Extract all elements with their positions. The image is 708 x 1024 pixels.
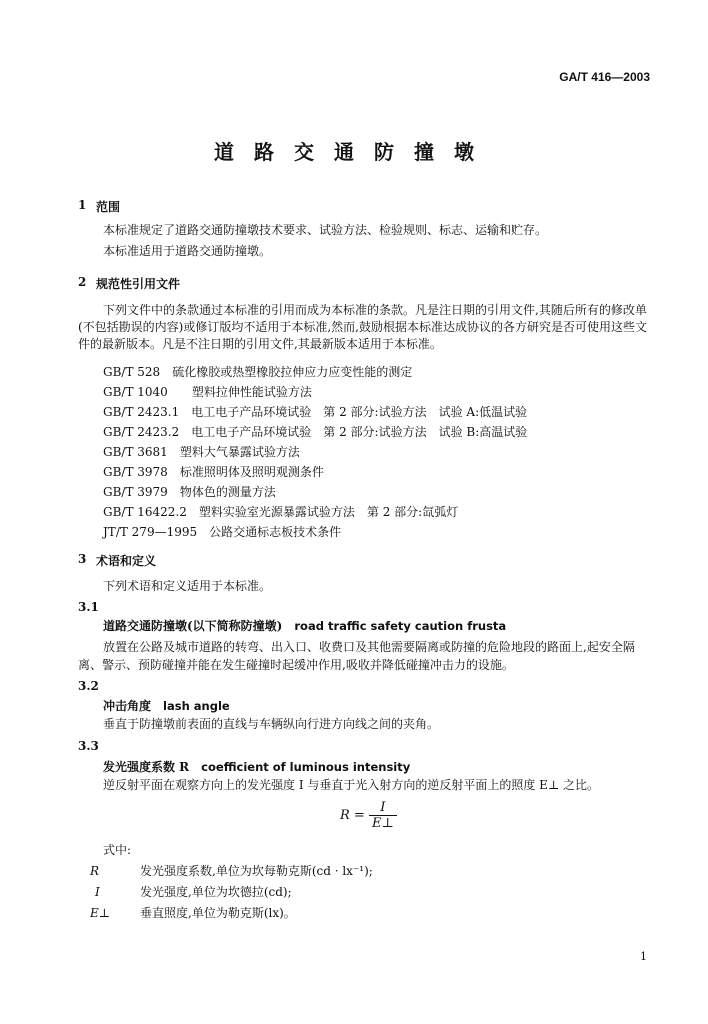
- reference-item: [103, 524, 527, 544]
- reference-item: [103, 444, 527, 464]
- term-3-2-definition: 垂直于防撞墩前表面的直线与车辆纵向行进方向线之间的夹角。: [103, 717, 440, 731]
- formula: [340, 800, 397, 831]
- reference-item: [103, 424, 527, 444]
- standard-number: GA/T 416—2003: [559, 70, 650, 84]
- term-3-3-title: [103, 758, 410, 775]
- section-2-heading: 规范性引用文件: [96, 277, 181, 291]
- where-label: 式中:: [103, 843, 132, 857]
- reference-title: 塑料大气暴露试验方法: [179, 445, 300, 459]
- term-3-2-number: 3.2: [78, 679, 99, 693]
- symbol-i: I: [95, 885, 100, 899]
- page-number: 1: [640, 950, 647, 963]
- section-3-number: 3: [78, 552, 87, 566]
- term-3-1-definition: 放置在公路及城市道路的转弯、出入口、收费口及其他需要隔离或防撞的危险地段的路面上,起安全隔离、警示、预防碰撞并能在发生碰撞时起缓冲作用,吸收并降低碰撞冲击力的设施。: [78, 640, 635, 672]
- reference-item: [103, 464, 527, 484]
- reference-title: 公路交通标志板技术条件: [209, 525, 342, 539]
- section-1-number: 1: [78, 198, 87, 212]
- symbol-e: E⊥: [90, 906, 111, 920]
- reference-code: JT/T 279—1995: [103, 525, 198, 539]
- reference-code: GB/T 16422.2: [103, 505, 187, 519]
- section-1-para-1: 本标准规定了道路交通防撞墩技术要求、试验方法、检验规则、标志、运输和贮存。: [103, 223, 548, 237]
- reference-title: 标准照明体及照明观测条件: [179, 465, 324, 479]
- reference-code: GB/T 1040: [103, 385, 168, 399]
- reference-title: 电工电子产品环境试验 第 2 部分:试验方法 试验 A:低温试验: [191, 405, 528, 419]
- reference-title: 电工电子产品环境试验 第 2 部分:试验方法 试验 B:高温试验: [191, 425, 528, 439]
- reference-item: [103, 484, 527, 504]
- symbol-r-desc: 发光强度系数,单位为坎每勒克斯(cd · lx⁻¹);: [140, 864, 373, 878]
- formula-numerator: I: [369, 800, 397, 816]
- reference-title: 塑料拉伸性能试验方法: [191, 385, 312, 399]
- reference-code: GB/T 3978: [103, 465, 168, 479]
- reference-code: GB/T 2423.1: [103, 405, 180, 419]
- term-cn: 发光强度系数 R: [103, 760, 190, 774]
- symbol-r: R: [90, 864, 100, 878]
- term-en: road traffic safety caution frusta: [294, 619, 507, 633]
- reference-code: GB/T 528: [103, 365, 161, 379]
- term-cn: 冲击角度: [103, 699, 152, 713]
- term-3-3-number: 3.3: [78, 739, 99, 753]
- term-en: coefficient of luminous intensity: [201, 760, 411, 774]
- reference-code: GB/T 2423.2: [103, 425, 180, 439]
- reference-item: [103, 404, 527, 424]
- reference-item: [103, 364, 527, 384]
- formula-fraction: [369, 800, 397, 831]
- term-3-1-number: 3.1: [78, 600, 99, 614]
- document-title: 道路交通防撞墩: [214, 140, 494, 164]
- reference-list: [103, 364, 527, 544]
- reference-code: GB/T 3979: [103, 485, 168, 499]
- symbol-e-desc: 垂直照度,单位为勒克斯(lx)。: [140, 906, 296, 920]
- section-3-heading: 术语和定义: [96, 554, 157, 568]
- term-3-2-title: [103, 697, 230, 714]
- section-2-number: 2: [78, 275, 87, 289]
- reference-title: 物体色的测量方法: [179, 485, 276, 499]
- reference-item: [103, 504, 527, 524]
- term-cn: 道路交通防撞墩(以下简称防撞墩): [103, 619, 283, 633]
- reference-title: 塑料实验室光源暴露试验方法 第 2 部分:氙弧灯: [198, 505, 459, 519]
- reference-title: 硫化橡胶或热塑橡胶拉伸应力应变性能的测定: [172, 365, 413, 379]
- term-3-1-title: [103, 617, 506, 634]
- section-3-intro: 下列术语和定义适用于本标准。: [103, 579, 272, 593]
- section-1-heading: 范围: [96, 200, 121, 214]
- term-en: lash angle: [163, 699, 230, 713]
- reference-code: GB/T 3681: [103, 445, 168, 459]
- section-2-intro: 下列文件中的条款通过本标准的引用而成为本标准的条款。凡是注日期的引用文件,其随后所有的修改单(不包括勘误的内容)或修订版均不适用于本标准,然而,鼓励根据本标准达成协议的各方研究是否可使用这些文件的最新版本。凡是不注日期的引用文件,其最新版本适用于本标准。: [78, 303, 647, 351]
- formula-denominator: E⊥: [371, 816, 394, 831]
- reference-item: [103, 384, 527, 404]
- term-3-3-definition: 逆反射平面在观察方向上的发光强度 I 与垂直于光入射方向的逆反射平面上的照度 E⊥ 之比。: [103, 778, 600, 792]
- symbol-i-desc: 发光强度,单位为坎德拉(cd);: [140, 885, 292, 899]
- section-1-para-2: 本标准适用于道路交通防撞墩。: [103, 244, 272, 258]
- formula-lhs: R =: [340, 808, 365, 823]
